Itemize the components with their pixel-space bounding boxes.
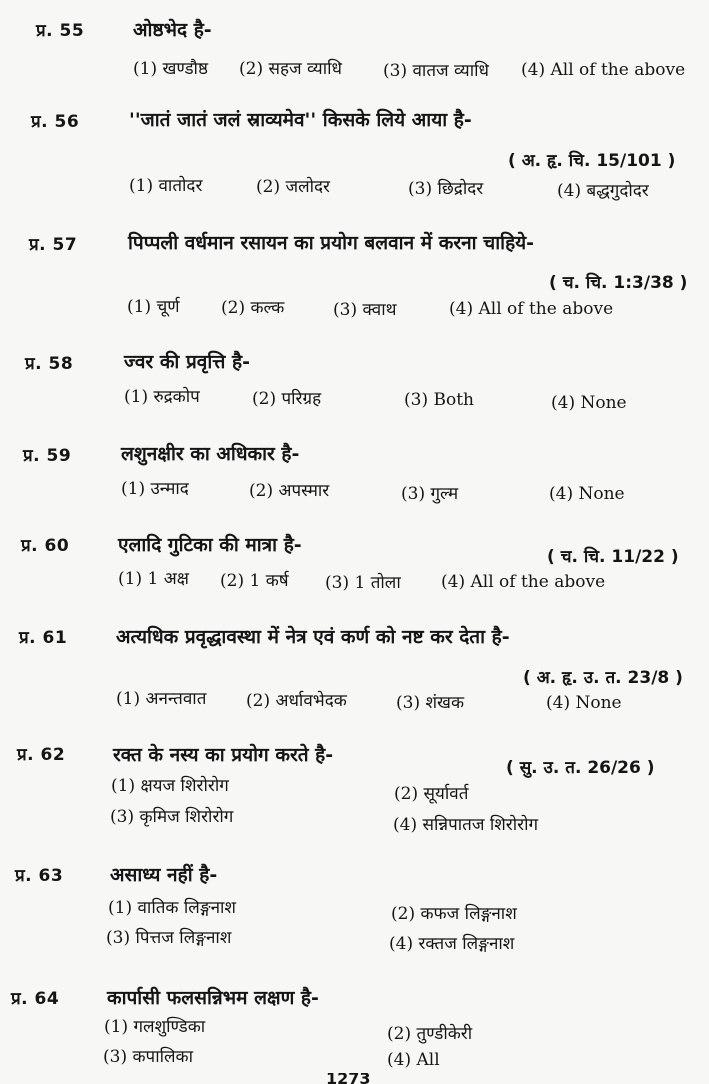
option-3: (3) छिद्रोदर [408,179,484,199]
option-1: (1) वातोदर [129,176,203,196]
question-number: प्र. 57 [29,235,78,255]
option-1: (1) वातिक लिङ्गनाश [108,898,236,918]
option-3: (3) 1 तोला [325,573,401,593]
question-text: ज्वर की प्रवृत्ति है- [124,351,250,373]
page-number: 1273 [326,1073,371,1084]
option-1: (1) अनन्तवात [116,689,207,709]
option-3: (3) शंखक [396,693,465,713]
reference: ( च. चि. 11/22 ) [547,547,679,567]
option-4: (4) All [387,1050,440,1070]
option-4: (4) रक्तज लिङ्गनाश [389,934,515,954]
option-2: (2) तुण्डीकेरी [387,1024,473,1044]
option-3: (3) पित्तज लिङ्गनाश [106,928,232,948]
option-2: (2) परिग्रह [252,389,322,409]
option-3: (3) Both [404,390,474,410]
option-4: (4) All of the above [521,60,686,80]
option-2: (2) सहज व्याधि [239,59,342,79]
question-number: प्र. 58 [25,354,74,374]
option-1: (1) क्षयज शिरोरोग [111,776,229,796]
question-text: अत्यधिक प्रवृद्धावस्था में नेत्र एवं कर्ण को नष्ट कर देता है- [116,626,510,648]
option-2: (2) कल्क [221,298,285,318]
question-number: प्र. 59 [23,446,72,466]
question-number: प्र. 61 [19,628,68,648]
question-number: प्र. 55 [36,21,85,41]
option-4: (4) All of the above [449,299,614,319]
question-number: प्र. 63 [15,866,64,886]
option-2: (2) कफज लिङ्गनाश [391,904,517,924]
question-text: रक्त के नस्य का प्रयोग करते है- [113,744,334,766]
option-4: (4) सन्निपातज शिरोरोग [393,815,539,835]
question-number: प्र. 56 [31,112,80,132]
reference: ( अ. हृ. उ. त. 23/8 ) [523,668,683,688]
question-text: ओष्ठभेद है- [133,19,212,41]
option-4: (4) बद्धगुदोदर [557,181,649,201]
option-3: (3) कपालिका [103,1047,193,1067]
option-1: (1) उन्माद [121,479,189,499]
option-4: (4) None [551,393,627,413]
option-1: (1) खण्डौष्ठ [133,59,208,79]
question-text: ''जातं जातं जलं स्राव्यमेव'' किसके लिये आया है- [129,109,472,131]
question-number: प्र. 60 [21,536,70,556]
reference: ( च. चि. 1:3/38 ) [549,273,688,293]
option-3: (3) वातज व्याधि [383,61,489,81]
question-text: लशुनक्षीर का अधिकार है- [121,443,300,465]
option-3: (3) गुल्म [401,484,459,504]
option-1: (1) 1 अक्ष [118,569,189,589]
reference: ( अ. हृ. चि. 15/101 ) [508,151,676,171]
question-text: एलादि गुटिका की मात्रा है- [118,534,302,556]
option-3: (3) क्वाथ [333,300,397,320]
option-2: (2) अपस्मार [249,481,330,501]
option-2: (2) अर्धावभेदक [246,691,347,711]
option-4: (4) None [549,484,625,504]
option-1: (1) रुद्रकोप [124,387,200,407]
question-number: प्र. 62 [17,745,66,765]
option-1: (1) चूर्ण [127,297,180,317]
option-1: (1) गलशुण्डिका [104,1017,206,1037]
option-2: (2) सूर्यावर्त [394,784,469,804]
question-number: प्र. 64 [11,989,60,1009]
option-2: (2) 1 कर्ष [220,571,289,591]
option-2: (2) जलोदर [256,177,331,197]
option-4: (4) None [546,693,622,713]
question-text: पिप्पली वर्धमान रसायन का प्रयोग बलवान में करना चाहिये- [128,232,535,254]
question-text: कार्पासी फलसन्निभम लक्षण है- [107,987,319,1009]
option-3: (3) कृमिज शिरोरोग [110,807,234,827]
option-4: (4) All of the above [441,572,606,592]
reference: ( सु. उ. त. 26/26 ) [506,758,655,778]
question-text: असाध्य नहीं है- [110,864,218,886]
